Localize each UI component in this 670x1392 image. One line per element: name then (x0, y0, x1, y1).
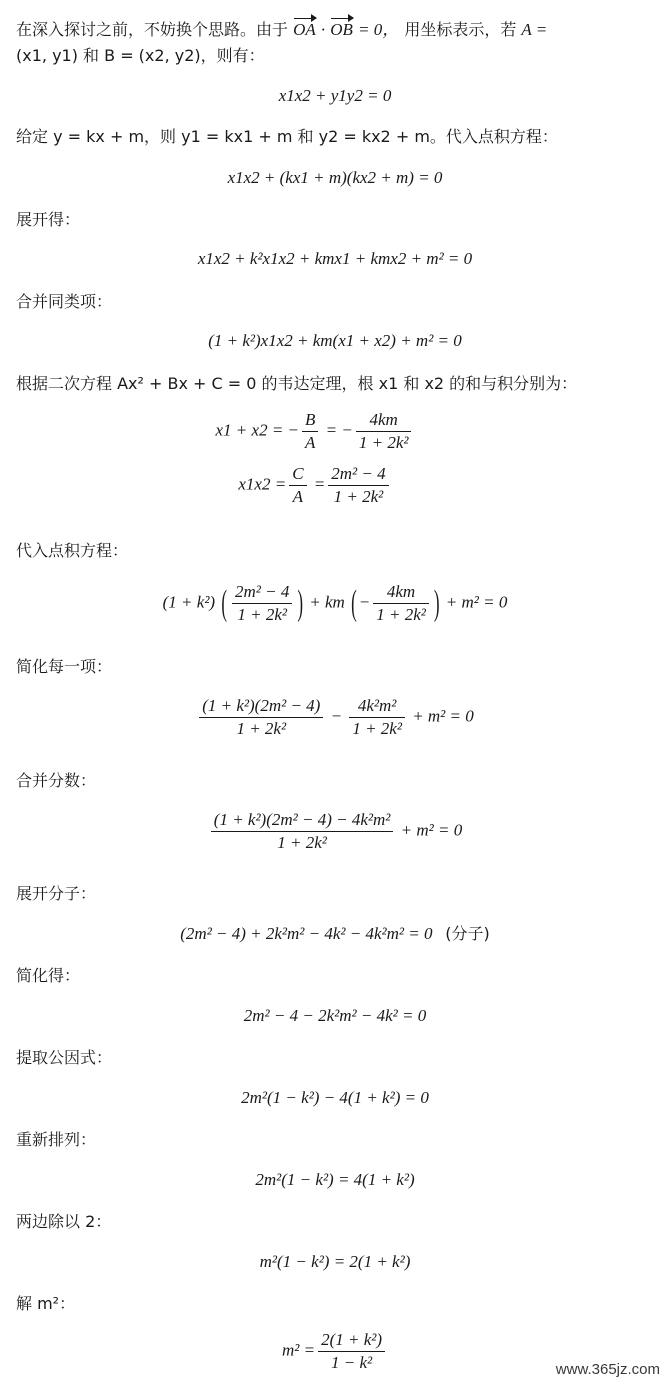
fraction-merged (211, 810, 394, 853)
heading-divide: 两边除以 2： (16, 1212, 112, 1231)
fraction-numerator: 2m² − 4 (328, 464, 388, 486)
fraction-denominator: 1 + 2k² (333, 487, 384, 506)
eq6-minus: − (330, 706, 343, 726)
left-paren: ( (221, 582, 227, 623)
eq5-tail: + m² = 0 (445, 592, 508, 612)
equation-expanded: x1x2 + k²x1x2 + kmx1 + kmx2 + m² = 0 (197, 249, 473, 268)
equation-dot-product: x1x2 + y1y2 = 0 (278, 86, 392, 105)
eq6-tail: + m² = 0 (412, 706, 474, 726)
equation-substituted: x1x2 + (kx1 + m)(kx2 + m) = 0 (227, 168, 443, 187)
fraction-b-over-a (302, 410, 318, 453)
heading-combine: 合并同类项： (16, 292, 113, 311)
eq8-expression: (2m² − 4) + 2k²m² − 4k² − 4k²m² = 0 (180, 924, 433, 943)
fraction-denominator: A (292, 487, 304, 506)
equation-vieta-sum (0, 410, 650, 453)
equation-substituted-vieta (0, 582, 670, 625)
intro-line-1 (16, 17, 656, 43)
point-a-label: A = (521, 20, 548, 39)
fraction-numerator: 4km (356, 410, 412, 432)
equation-divided: m²(1 − k²) = 2(1 + k²) (259, 1252, 411, 1271)
fraction-numerator: (1 + k²)(2m² − 4) − 4k²m² (211, 810, 394, 832)
vieta-product-mid: = (313, 474, 326, 494)
vector-oa-label: OA (293, 17, 316, 43)
fraction-numerator: B (302, 410, 318, 432)
eq5-negative: − (358, 592, 371, 612)
heading-substitute: 代入点积方程： (16, 541, 129, 560)
fraction-numerator: (1 + k²)(2m² − 4) (199, 696, 323, 718)
fraction-4km (373, 582, 429, 625)
watermark: www.365jz.com (555, 1361, 660, 1378)
eq13-lhs: m² = (281, 1340, 316, 1360)
vieta-product-lhs: x1x2 = (238, 474, 287, 494)
fraction-2m2-4 (328, 464, 388, 507)
vieta-sum-mid: = − (325, 420, 353, 440)
equation-vieta-product (0, 464, 650, 507)
heading-expand-numerator: 展开分子： (16, 884, 97, 903)
equation-expanded-numerator (0, 922, 670, 946)
fraction-numerator: 4km (373, 582, 429, 604)
fraction-solution (318, 1330, 385, 1373)
intro-line-2: (x1, y1) 和 B = (x2, y2)，则有： (16, 46, 265, 65)
fraction-denominator: A (305, 433, 316, 452)
fraction-4km (356, 410, 412, 453)
equation-simplified-terms (0, 696, 670, 739)
left-paren: ( (351, 582, 357, 623)
fraction-denominator: 1 + 2k² (236, 719, 287, 738)
right-paren: ) (433, 582, 440, 623)
heading-merge-fractions: 合并分数： (16, 771, 97, 790)
heading-solve: 解 m²： (16, 1294, 76, 1313)
intro-text-a: 在深入探讨之前，不妨换个思路。由于 (16, 20, 289, 39)
vieta-sum-lhs: x1 + x2 = − (215, 420, 300, 440)
fraction-denominator: 1 + 2k² (358, 433, 409, 452)
heading-simplify-each: 简化每一项： (16, 657, 113, 676)
intro-text-b: 用坐标表示，若 (404, 20, 517, 39)
eq8-note: (分子) (445, 924, 490, 943)
paragraph-substitute-line: 给定 y = kx + m，则 y1 = kx1 + m 和 y2 = kx2 + m。代入点积方程： (16, 127, 558, 146)
fraction-c-over-a (289, 464, 306, 507)
eq7-tail: + m² = 0 (400, 820, 463, 840)
equation-rearranged: 2m²(1 − k²) = 4(1 + k²) (255, 1170, 415, 1189)
fraction-numerator: 4k²m² (349, 696, 405, 718)
fraction-numerator: 2m² − 4 (232, 582, 292, 604)
fraction-denominator: 1 + 2k² (376, 605, 426, 624)
equation-merged-fraction (0, 810, 670, 853)
eq5-km: + km (309, 592, 345, 612)
right-paren: ) (297, 582, 304, 623)
vector-oa (293, 20, 316, 39)
heading-rearrange: 重新排列： (16, 1130, 97, 1149)
equation-combined: (1 + k²)x1x2 + km(x1 + x2) + m² = 0 (208, 331, 462, 350)
fraction-term-1 (199, 696, 323, 739)
equation-factored: 2m²(1 − k²) − 4(1 + k²) = 0 (241, 1088, 429, 1107)
dot-product-zero: = 0， (357, 20, 400, 39)
fraction-denominator: 1 + 2k² (237, 605, 287, 624)
fraction-term-2 (349, 696, 405, 739)
paragraph-vieta: 根据二次方程 Ax² + Bx + C = 0 的韦达定理，根 x1 和 x2 的和与积分别为： (16, 374, 578, 393)
vector-ob-label: OB (330, 17, 353, 43)
dot-operator: · (320, 20, 326, 39)
fraction-numerator: 2(1 + k²) (318, 1330, 385, 1352)
vector-ob (330, 20, 353, 39)
fraction-denominator: 1 + 2k² (277, 833, 327, 852)
fraction-2m2-4 (232, 582, 292, 625)
fraction-denominator: 1 − k² (330, 1353, 373, 1372)
equation-simplified: 2m² − 4 − 2k²m² − 4k² = 0 (243, 1006, 427, 1025)
heading-simplify: 简化得： (16, 966, 81, 985)
fraction-numerator: C (289, 464, 306, 486)
eq5-factor: (1 + k²) (162, 592, 216, 612)
heading-expand: 展开得： (16, 210, 81, 229)
fraction-denominator: 1 + 2k² (352, 719, 402, 738)
heading-factor: 提取公因式： (16, 1048, 113, 1067)
